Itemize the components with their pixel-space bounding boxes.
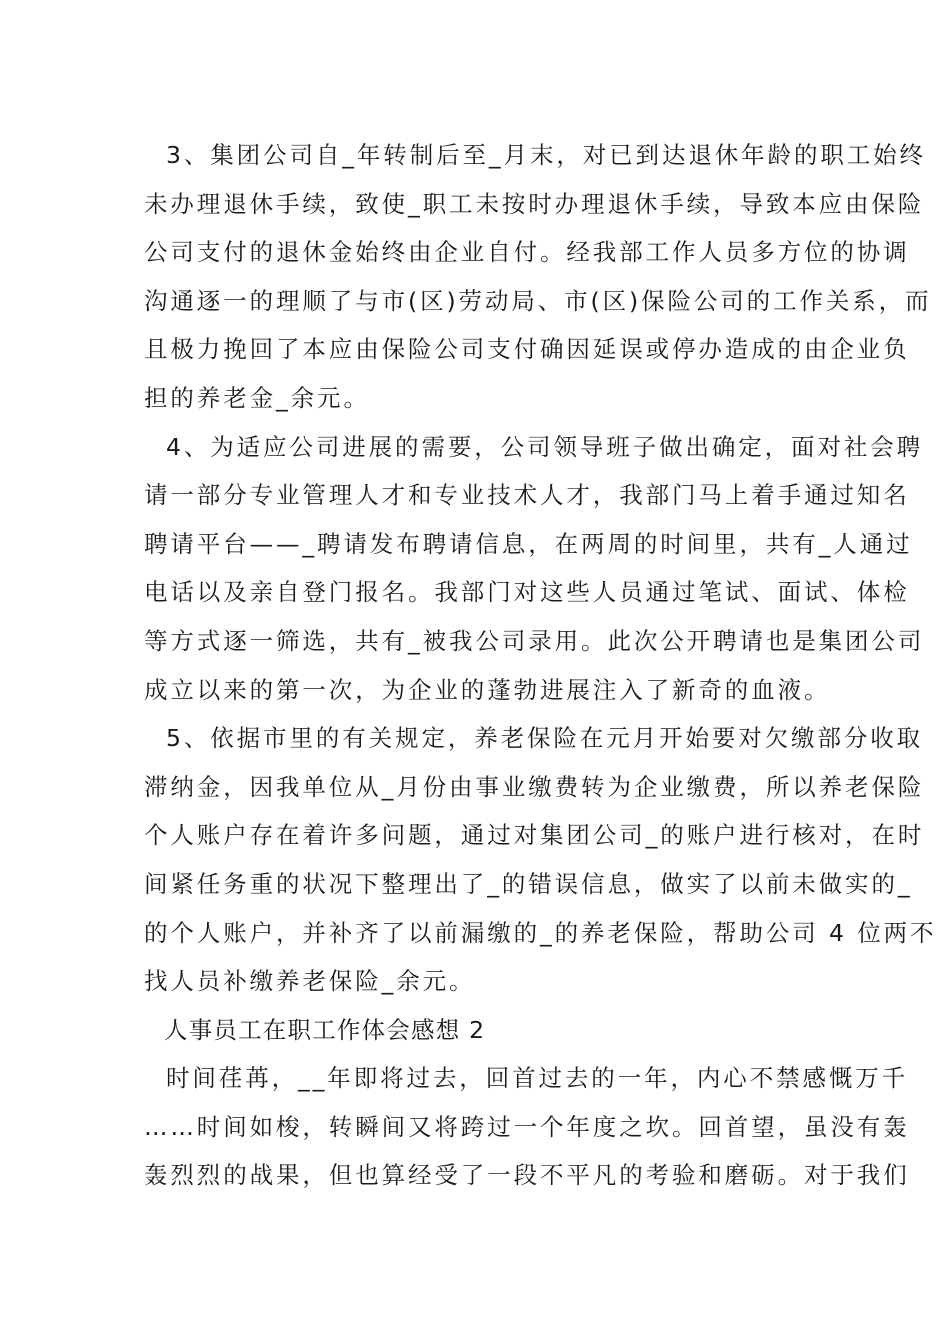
text-line: 等方式逐一筛选，共有_被我公司录用。此次公开聘请也是集团公司 bbox=[144, 626, 925, 655]
text-line: 时间荏苒，__年即将过去，回首过去的一年，内心不禁感慨万千 bbox=[166, 1064, 909, 1093]
text-line: 5、依据市里的有关规定，养老保险在元月开始要对欠缴部分收取 bbox=[166, 724, 924, 753]
text-line: 电话以及亲自登门报名。我部门对这些人员通过笔试、面试、体检 bbox=[144, 578, 910, 607]
text-line: ……时间如梭，转瞬间又将跨过一个年度之坎。回首望，虽没有轰 bbox=[144, 1112, 910, 1141]
text-line: 沟通逐一的理顺了与市(区)劳动局、市(区)保险公司的工作关系，而 bbox=[144, 286, 932, 315]
paragraph-intro bbox=[144, 1054, 910, 1200]
text-line: 找人员补缴养老保险_余元。 bbox=[144, 967, 476, 996]
text-line: 轰烈烈的战果，但也算经受了一段不平凡的考验和磨砺。对于我们 bbox=[144, 1161, 910, 1190]
text-line: 公司支付的退休金始终由企业自付。经我部工作人员多方位的协调 bbox=[144, 238, 910, 267]
text-line: 未办理退休手续，致使_职工未按时办理退休手续，导致本应由保险 bbox=[144, 189, 925, 218]
text-line: 担的养老金_余元。 bbox=[144, 383, 370, 412]
paragraph-item-5 bbox=[144, 714, 937, 1006]
text-line: 请一部分专业管理人才和专业技术人才，我部门马上着手通过知名 bbox=[144, 481, 910, 510]
text-line: 4、为适应公司进展的需要，公司领导班子做出确定，面对社会聘 bbox=[166, 432, 924, 461]
section-heading: 人事员工在职工作体会感想 2 bbox=[164, 1015, 486, 1044]
paragraph-item-3 bbox=[144, 131, 932, 423]
text-line: 成立以来的第一次，为企业的蓬勃进展注入了新奇的血液。 bbox=[144, 675, 831, 704]
text-line: 间紧任务重的状况下整理出了_的错误信息，做实了以前未做实的_ bbox=[144, 869, 913, 898]
text-line: 且极力挽回了本应由保险公司支付确因延误或停办造成的由企业负 bbox=[144, 335, 910, 364]
text-line: 3、集团公司自_年转制后至_月末，对已到达退休年龄的职工始终 bbox=[166, 141, 926, 169]
document-page bbox=[144, 131, 937, 1200]
text-line: 聘请平台——_聘请发布聘请信息，在两周的时间里，共有_人通过 bbox=[144, 529, 913, 558]
text-line: 个人账户存在着许多问题，通过对集团公司_的账户进行核对，在时 bbox=[144, 821, 925, 850]
text-line: 滞纳金，因我单位从_月份由事业缴费转为企业缴费，所以养老保险 bbox=[144, 772, 925, 801]
text-line: 的个人账户，并补齐了以前漏缴的_的养老保险，帮助公司 4 位两不 bbox=[144, 918, 937, 947]
paragraph-item-4 bbox=[144, 423, 925, 715]
